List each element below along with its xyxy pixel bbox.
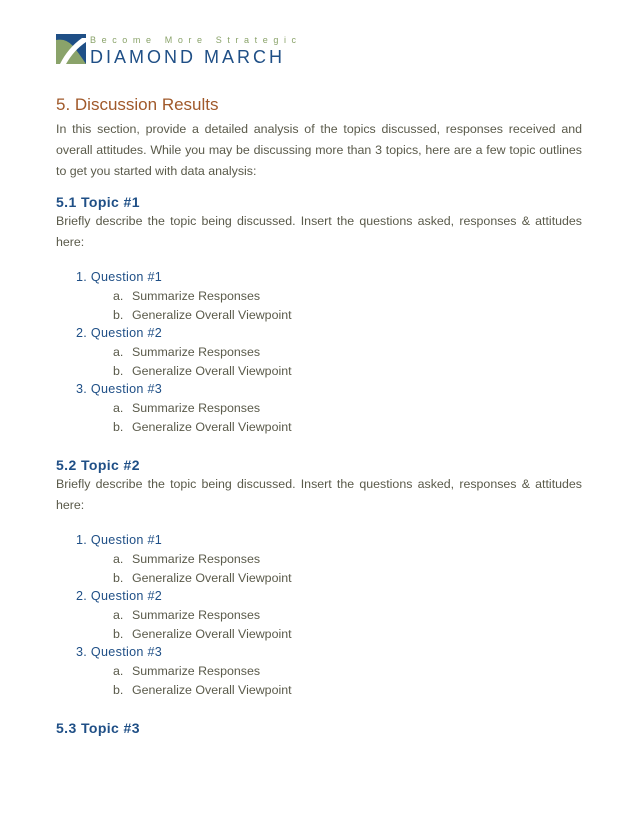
sub-item-marker: b. [113,683,124,697]
sub-item-text: Summarize Responses [132,664,261,678]
sub-item-text: Generalize Overall Viewpoint [132,627,292,641]
sub-item [113,552,260,566]
topic-description: Briefly describe the topic being discussed. Insert the questions asked, responses & attitudes here: [56,477,582,512]
sub-item [113,364,292,378]
sub-item-marker: a. [113,608,124,622]
logo-brand-name: DIAMOND MARCH [90,47,285,67]
topic-heading: 5.1 Topic #1 [56,194,140,210]
sub-item-marker: b. [113,627,124,641]
logo-mark-icon [56,34,86,64]
question-item: 3. Question #3 [76,645,163,659]
sub-item [113,420,292,434]
sub-item-marker: a. [113,552,124,566]
sub-item [113,608,260,622]
sub-item-marker: a. [113,664,124,678]
sub-item-marker: a. [113,289,124,303]
sub-item-marker: b. [113,364,124,378]
topic-description: Briefly describe the topic being discussed. Insert the questions asked, responses & attitudes here: [56,214,582,249]
sub-item-text: Generalize Overall Viewpoint [132,420,292,434]
sub-item-marker: a. [113,401,124,415]
sub-item-text: Summarize Responses [132,345,261,359]
section-intro: In this section, provide a detailed analysis of the topics discussed, responses received and overall attitudes. While you may be discussing more than 3 topics, here are a few topic outlines to get you started with data analysis: [56,122,582,178]
sub-item [113,289,260,303]
sub-item-marker: b. [113,420,124,434]
question-item: 1. Question #1 [76,533,163,547]
sub-item [113,308,292,322]
sub-item [113,571,292,585]
sub-item-marker: b. [113,308,124,322]
sub-item [113,401,260,415]
logo-tagline: Become More Strategic [90,35,302,45]
topic-heading: 5.2 Topic #2 [56,457,140,473]
sub-item-text: Generalize Overall Viewpoint [132,364,292,378]
question-item: 2. Question #2 [76,589,163,603]
sub-item-text: Summarize Responses [132,608,261,622]
sub-item-text: Summarize Responses [132,552,261,566]
sub-item [113,345,260,359]
sub-item [113,683,292,697]
topic-heading: 5.3 Topic #3 [56,720,140,736]
section-title: 5. Discussion Results [56,95,219,114]
sub-item-text: Generalize Overall Viewpoint [132,571,292,585]
sub-item-text: Generalize Overall Viewpoint [132,308,292,322]
company-logo [56,34,316,68]
sub-item [113,664,260,678]
question-item: 3. Question #3 [76,382,163,396]
sub-item-marker: a. [113,345,124,359]
sub-item-text: Generalize Overall Viewpoint [132,683,292,697]
sub-item-text: Summarize Responses [132,401,261,415]
question-item: 1. Question #1 [76,270,163,284]
question-item: 2. Question #2 [76,326,163,340]
sub-item [113,627,292,641]
sub-item-text: Summarize Responses [132,289,261,303]
sub-item-marker: b. [113,571,124,585]
